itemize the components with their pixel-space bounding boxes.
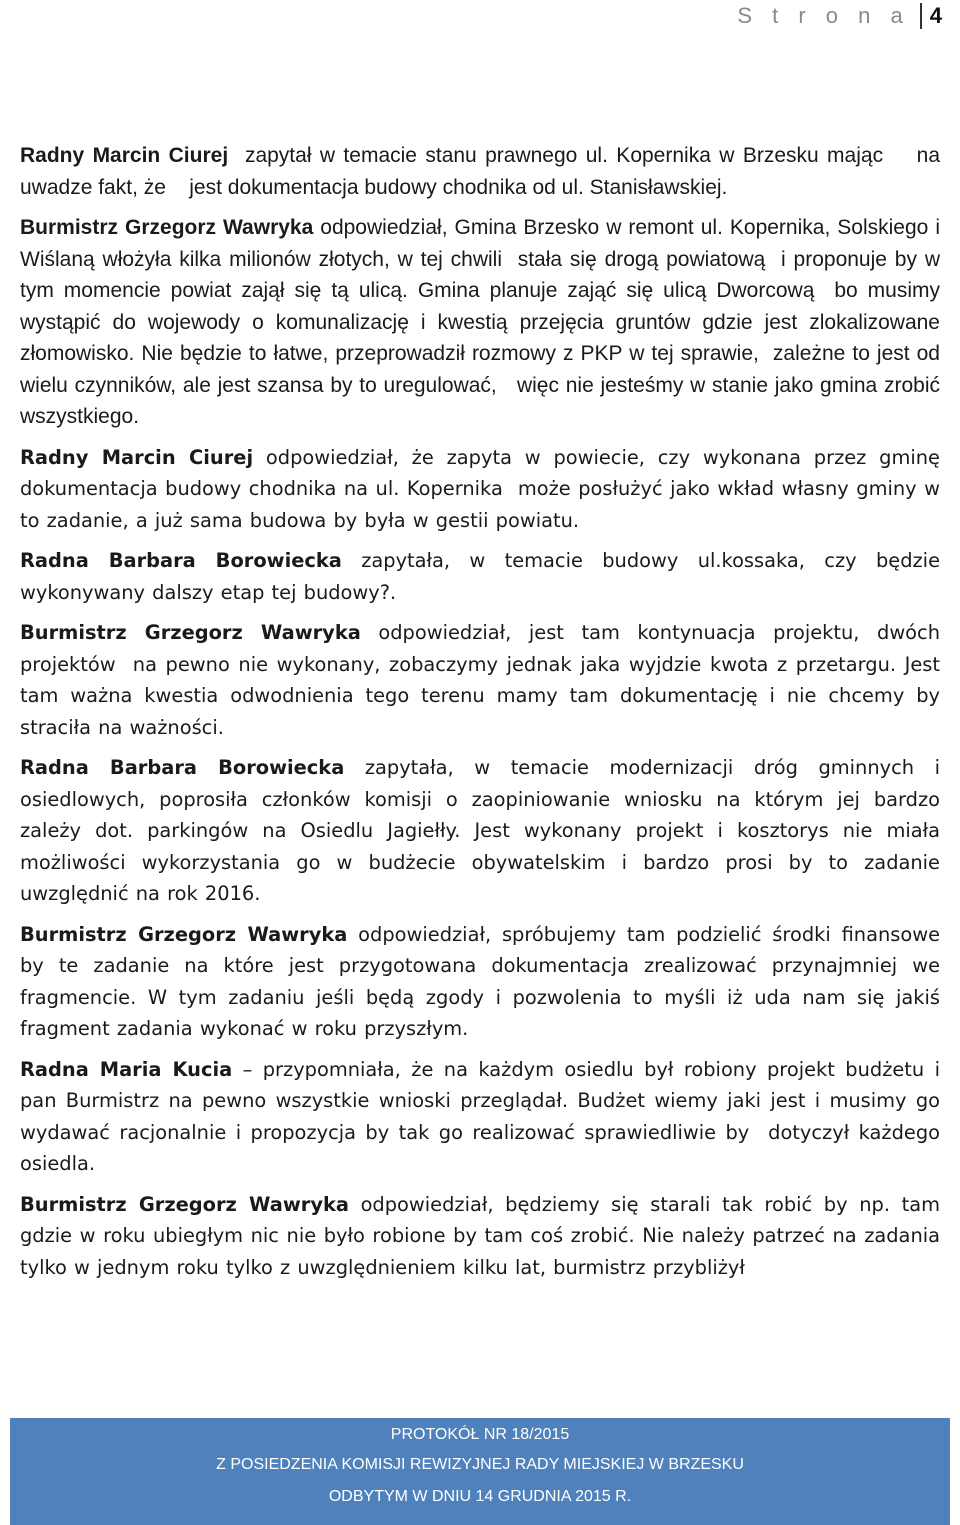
paragraph-text: zapytała, w temacie modernizacji dróg gminnych i osiedlowych, poprosiła członków komisji o zaopiniowanie wniosku na którym jej bardzo zależy dot. parkingów na Osiedlu Jagiełły. Jest wykonany projekt i kosztorys nie miała możliwości wykorzystania go w budżecie obywatelskim i bardzo prosi by to zadanie uwzględnić na rok 2016. [20, 756, 948, 905]
paragraph-text: – przypomniała, że na każdym osiedlu był robiony projekt budżetu i pan Burmistrz na pewno wszystkie wnioski przeglądał. Budżet wiemy jaki jest i musimy go wydawać racjonalnie i propozycja by tak go realizować sprawiedliwie by dotyczył każdego osiedla. [20, 1057, 948, 1175]
page-header [737, 0, 942, 32]
paragraph [20, 919, 948, 1045]
paragraph [20, 545, 948, 608]
paragraph-text: odpowiedział, jest tam kontynuacja projektu, dwóch projektów na pewno nie wykonany, zobaczymy jednak jaka wyjdzie kwota z przetargu. Jest tam ważna kwestia odwodnienia tego terenu mamy tam dokumentację i nie chcemy by straciła na ważności. [20, 621, 948, 739]
speaker-name: Radny Marcin Ciurej [20, 445, 254, 469]
paragraph-text: odpowiedział, będziemy się starali tak robić by np. tam gdzie w roku ubiegłym nic nie było robione by tam coś zrobić. Nie należy patrzeć na zadania tylko w jednym roku tylko z uwzględnieniem kilku lat, burmistrz przybliżył [20, 1192, 948, 1279]
paragraph-text: odpowiedział, że zapyta w powiecie, czy wykonana przez gminę dokumentacja budowy chodnika na ul. Kopernika może posłużyć jako wkład własny gminy w to zadanie, a już sama budowa by była w gestii powiatu. [20, 445, 948, 532]
speaker-name: Radna Maria Kucia [20, 1057, 233, 1081]
paragraph-text: odpowiedział, Gmina Brzesko w remont ul. Kopernika, Solskiego i Wiślaną włożyła kilka milionów złotych, w tej chwili stała się drogą powiatową i proponuje by w tym momencie powiat zajął się tą ulicą. Gmina planuje zająć się ulicą Dworcową bo musimy wystąpić do wojewody o komunalizację i kwestią przejęcia gruntów gdzie jest zlokalizowane złomowisko. Nie będzie to łatwe, przeprowadził rozmowy z PKP w tej sprawie, zależne to jest od wielu czynników, ale jest szansa by to uregulować, więc nie jesteśmy w stanie jako gmina zrobić wszystkiego. [20, 216, 946, 428]
paragraph-text: odpowiedział, spróbujemy tam podzielić środki finansowe by te zadanie na które jest przygotowana dokumentacja zrealizować przynajmniej we fragmencie. W tym zadaniu jeśli będą zgody i pozwolenia to myśli iż uda nam się jakiś fragment zadania wykonać w roku przyszłym. [20, 922, 948, 1040]
paragraph [20, 617, 948, 743]
footer-meeting-date: ODBYTYM W DNIU 14 GRUDNIA 2015 R. [328, 1488, 632, 1505]
paragraph [20, 442, 948, 537]
speaker-name: Burmistrz Grzegorz Wawryka [20, 922, 348, 946]
speaker-name: Burmistrz Grzegorz Wawryka [20, 1192, 349, 1216]
paragraph [20, 140, 946, 203]
page-number-separator [920, 3, 922, 29]
paragraph [20, 212, 946, 433]
footer-protocol-number: PROTOKÓŁ NR 18/2015 [390, 1426, 570, 1443]
page-label: S t r o n a [737, 3, 910, 28]
paragraph [20, 1054, 948, 1180]
speaker-name: Radna Barbara Borowiecka [20, 756, 345, 779]
paragraph-text: zapytał w temacie stanu prawnego ul. Kopernika w Brzesku mając na uwadze fakt, że jest dokumentacja budowy chodnika od ul. Stanisławskiej. [20, 144, 946, 199]
paragraph [20, 1189, 948, 1284]
speaker-name: Burmistrz Grzegorz Wawryka [20, 216, 314, 239]
document-footer [10, 1418, 950, 1525]
paragraph-text: zapytała, w temacie budowy ul.kossaka, czy będzie wykonywany dalszy etap tej budowy?. [20, 549, 948, 604]
document-body [20, 140, 948, 1292]
speaker-name: Radny Marcin Ciurej [20, 144, 229, 167]
footer-committee-name: Z POSIEDZENIA KOMISJI REWIZYJNEJ RADY MIEJSKIEJ W BRZESKU [216, 1456, 744, 1473]
page-number: 4 [929, 3, 942, 28]
speaker-name: Burmistrz Grzegorz Wawryka [20, 621, 361, 644]
paragraph [20, 752, 948, 910]
speaker-name: Radna Barbara Borowiecka [20, 549, 342, 572]
